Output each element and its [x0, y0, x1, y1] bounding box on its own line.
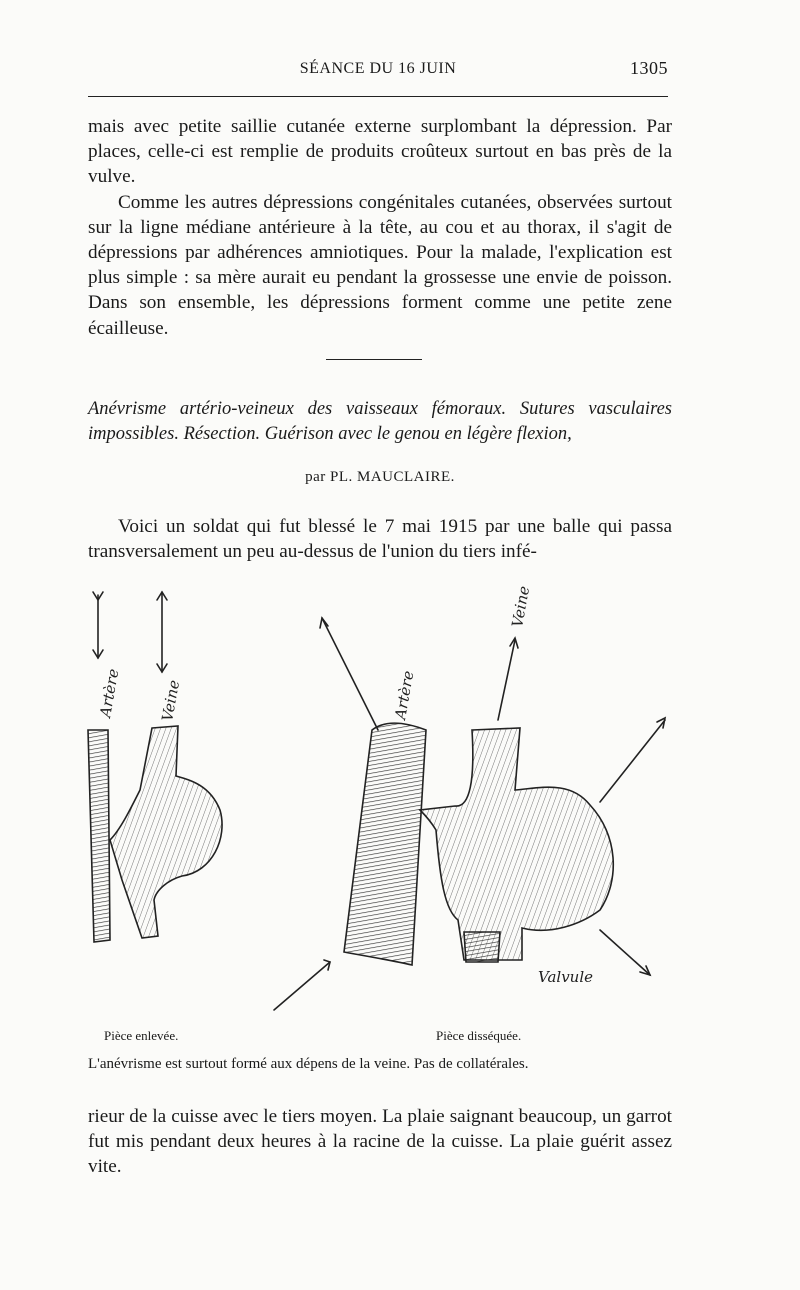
caption-left: Pièce enlevée. [104, 1028, 179, 1043]
label-veine-right: Veine [508, 584, 534, 629]
right-vein-arrow-bottom [600, 930, 650, 975]
right-vein-arrow-top [498, 640, 515, 720]
right-artery-arrow-bottom [274, 962, 330, 1010]
paragraph-continuation: mais avec petite saillie cutanée externe surplombant la dépression. Par places, celle-ci est remplie de produits croûteux surtout en bas près de la vulve. [88, 116, 672, 188]
article-title: Anévrisme artério-veineux des vaisseaux fémoraux. Sutures vasculaires impossibles. Résection. Guérison avec le genou en légère flexion, [88, 399, 672, 444]
text-block-intro [88, 514, 672, 564]
left-vein-arrow [157, 592, 167, 672]
figure-caption: L'anévrisme est surtout formé aux dépens de la veine. Pas de collatérales. [88, 1056, 529, 1072]
text-block-top [88, 114, 672, 341]
caption-right: Pièce disséquée. [436, 1028, 522, 1043]
page-number: 1305 [630, 58, 668, 78]
paragraph-depressions: Comme les autres dépressions congénitales cutanées, observées surtout sur la ligne médiane antérieure à la tête, au cou et au thorax, il s'agit de dépressions par adhérences amniotiques. Pour la malade, l'explication est plus simple : sa mère aurait eu pendant la grossesse une envie de poisson. Dans son ensemble, les dépressions forment comme une petite zene écailleuse. [88, 191, 672, 339]
label-artere-left: Artère [96, 667, 123, 719]
paragraph-continuation-bottom: rieur de la cuisse avec le tiers moyen. La plaie saignant beaucoup, un garrot fut mis pendant deux heures à la racine de la cuisse. La plaie guérit assez vite. [88, 1106, 672, 1178]
label-artere-right: Artère [391, 669, 418, 721]
article-byline: par PL. MAUCLAIRE. [305, 469, 455, 485]
left-artery-vessel [88, 730, 110, 942]
paragraph-case-intro: Voici un soldat qui fut blessé le 7 mai 1915 par une balle qui passa transversalement un peu au-dessus de l'union du tiers infé- [88, 516, 672, 563]
label-valvule: Valvule [538, 968, 594, 986]
right-artery-arrow-top [322, 618, 378, 730]
text-block-bottom [88, 1104, 672, 1180]
right-vein-aneurysm [420, 728, 613, 960]
running-title: SÉANCE DU 16 JUIN [299, 60, 457, 77]
right-artery-vessel [344, 723, 426, 965]
label-veine-left: Veine [158, 678, 184, 723]
right-vein-arrow-right [600, 720, 665, 802]
left-vein-aneurysm [110, 726, 222, 938]
left-artery-arrow [93, 592, 103, 658]
page-header [88, 58, 668, 84]
section-separator [326, 359, 422, 360]
anatomical-figure [60, 580, 760, 1020]
header-rule [88, 96, 668, 97]
figure-drawing [60, 580, 760, 1020]
